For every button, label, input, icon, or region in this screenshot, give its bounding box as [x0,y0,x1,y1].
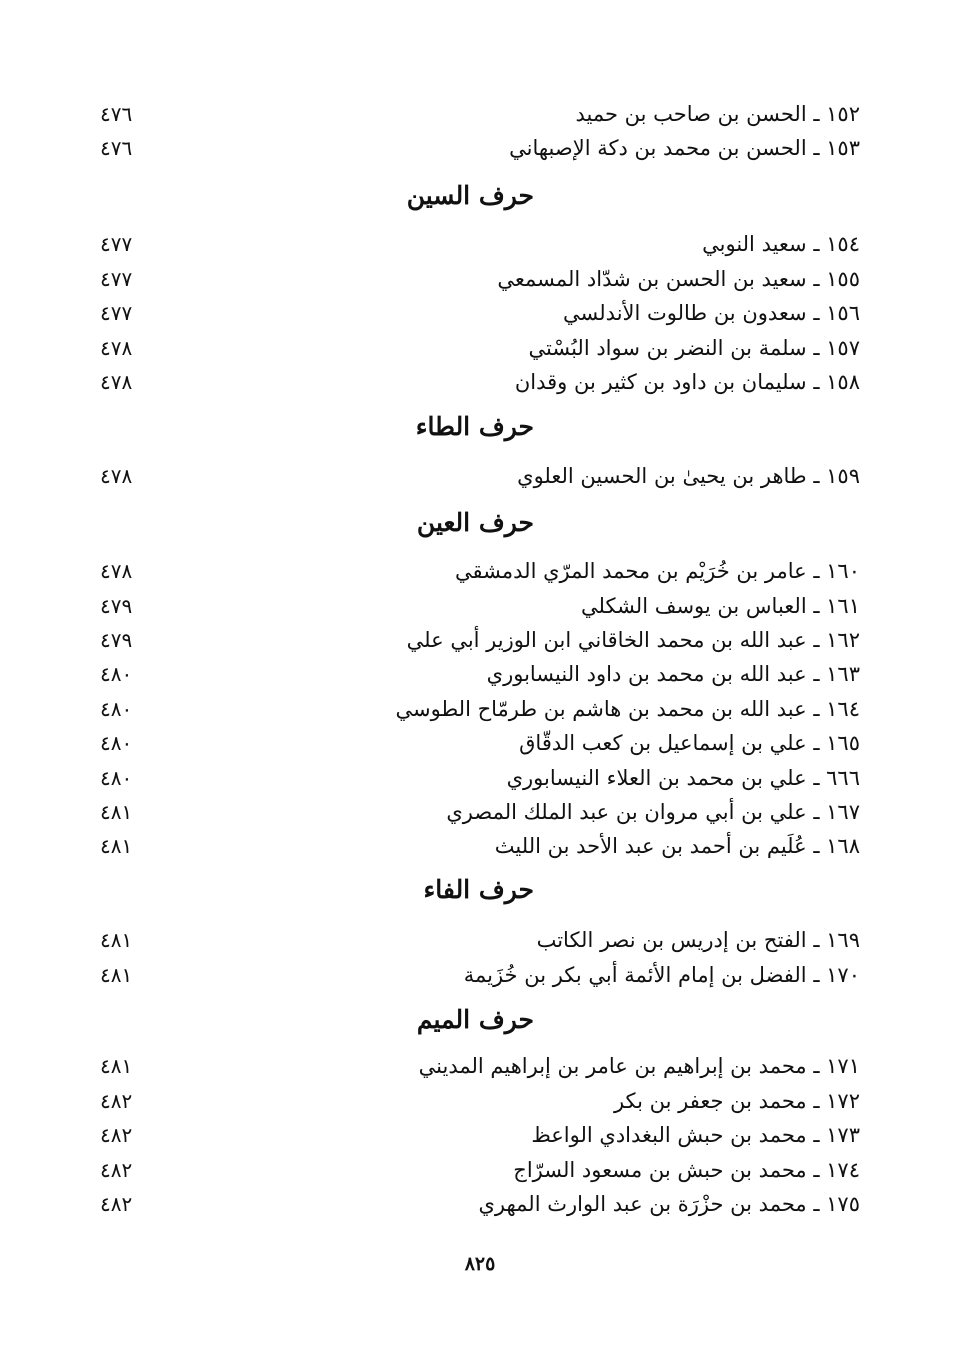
index-entry [100,797,860,827]
entry-page-number: ٤٨٢ [100,1158,133,1182]
entry-title: ١٦٧ ـ علي بن أبي مروان بن عبد الملك المصري [446,800,860,824]
entry-page-number: ٤٨٠ [100,662,133,686]
entry-title: ١٦٩ ـ الفتح بن إدريس بن نصر الكاتب [536,928,860,952]
index-entry [100,694,860,724]
index-entry [100,1051,860,1081]
entry-page-number: ٤٨٢ [100,1089,133,1113]
entry-page-number: ٤٨٢ [100,1123,133,1147]
index-entry [100,1189,860,1219]
entry-title: ١٥٩ ـ طاهر بن يحيىٰ بن الحسين العلوي [517,464,860,488]
entry-title: ١٥٢ ـ الحسن بن صاحب بن حميد [575,102,860,126]
index-entry [100,831,860,861]
index-entry [100,461,860,491]
section-heading: حرف السين [406,181,534,210]
entry-page-number: ٤٧٩ [100,594,133,618]
entry-title: ١٥٨ ـ سليمان بن داود بن كثير بن وقدان [514,370,860,394]
entry-title: ١٧٢ ـ محمد بن جعفر بن بكر [613,1089,860,1113]
index-entry [100,367,860,397]
entry-title: ١٥٧ ـ سلمة بن النضر بن سواد البُسْتي [528,336,860,360]
entry-page-number: ٤٨٠ [100,697,133,721]
index-entry [100,333,860,363]
page-number: ٨٢٥ [464,1253,496,1275]
index-entry [100,229,860,259]
index-entry [100,1155,860,1185]
entry-title: ١٧٤ ـ محمد بن حبش بن مسعود السرّاج [513,1158,860,1182]
entry-page-number: ٤٧٦ [100,136,133,160]
entry-page-number: ٤٧٨ [100,370,133,394]
index-entry [100,591,860,621]
section-heading: حرف الطاء [415,412,534,441]
entry-title: ١٦٣ ـ عبد الله بن محمد بن داود النيسابوري [486,662,860,686]
index-entry [100,625,860,655]
index-entry [100,763,860,793]
entry-title: ١٥٥ ـ سعيد بن الحسن بن شدّاد المسمعي [497,267,860,291]
entry-page-number: ٤٧٨ [100,559,133,583]
index-entry [100,1120,860,1150]
entry-title: ١٧٥ ـ محمد بن حزْرَة بن عبد الوارث المهري [478,1192,860,1216]
entry-page-number: ٤٧٧ [100,267,133,291]
entry-title: ١٦٠ ـ عامر بن خُرَيْم بن محمد المرّي الدمشقي [455,559,860,583]
entry-page-number: ٤٨١ [100,800,133,824]
entry-page-number: ٤٨٢ [100,1192,133,1216]
section-heading: حرف العين [416,508,534,537]
index-entry [100,659,860,689]
section-heading: حرف الميم [416,1005,534,1034]
index-entry [100,728,860,758]
entry-page-number: ٤٨١ [100,963,133,987]
entry-title: ١٦٤ ـ عبد الله بن محمد بن هاشم بن طرمّاح الطوسي [395,697,860,721]
entry-page-number: ٤٨١ [100,834,133,858]
index-entry [100,1086,860,1116]
entry-page-number: ٤٨١ [100,928,133,952]
entry-title: ١٧٣ ـ محمد بن حبش البغدادي الواعظ [531,1123,860,1147]
entry-page-number: ٤٧٧ [100,301,133,325]
entry-page-number: ٤٧٨ [100,336,133,360]
entry-title: ١٧١ ـ محمد بن إبراهيم بن عامر بن إبراهيم المديني [418,1054,860,1078]
index-entry [100,925,860,955]
index-entry [100,960,860,990]
entry-title: ١٦٥ ـ علي بن إسماعيل بن كعب الدقّاق [519,731,860,755]
entry-title: ١٦٢ ـ عبد الله بن محمد الخاقاني ابن الوزير أبي علي [406,628,860,652]
entry-page-number: ٤٧٩ [100,628,133,652]
section-heading: حرف الفاء [423,875,534,904]
entry-page-number: ٤٨٠ [100,731,133,755]
entry-page-number: ٤٧٨ [100,464,133,488]
index-entry [100,99,860,129]
index-entry [100,133,860,163]
index-entry [100,298,860,328]
entry-title: ١٥٤ ـ سعيد النوبي [702,232,860,256]
entry-title: ٦٦٦ ـ علي بن محمد بن العلاء النيسابوري [506,766,860,790]
entry-page-number: ٤٨١ [100,1054,133,1078]
entry-title: ١٥٦ ـ سعدون بن طالوت الأندلسي [563,301,860,325]
index-entry [100,556,860,586]
entry-page-number: ٤٨٠ [100,766,133,790]
entry-title: ١٥٣ ـ الحسن بن محمد بن دكة الإصبهاني [509,136,860,160]
entry-title: ١٦١ ـ العباس بن يوسف الشكلي [581,594,860,618]
entry-title: ١٦٨ ـ عُلَيم بن أحمد بن عبد الأحد بن الليث [494,834,860,858]
index-entry [100,264,860,294]
entry-page-number: ٤٧٦ [100,102,133,126]
entry-page-number: ٤٧٧ [100,232,133,256]
entry-title: ١٧٠ ـ الفضل بن إمام الأئمة أبي بكر بن خُزَيمة [463,963,860,987]
